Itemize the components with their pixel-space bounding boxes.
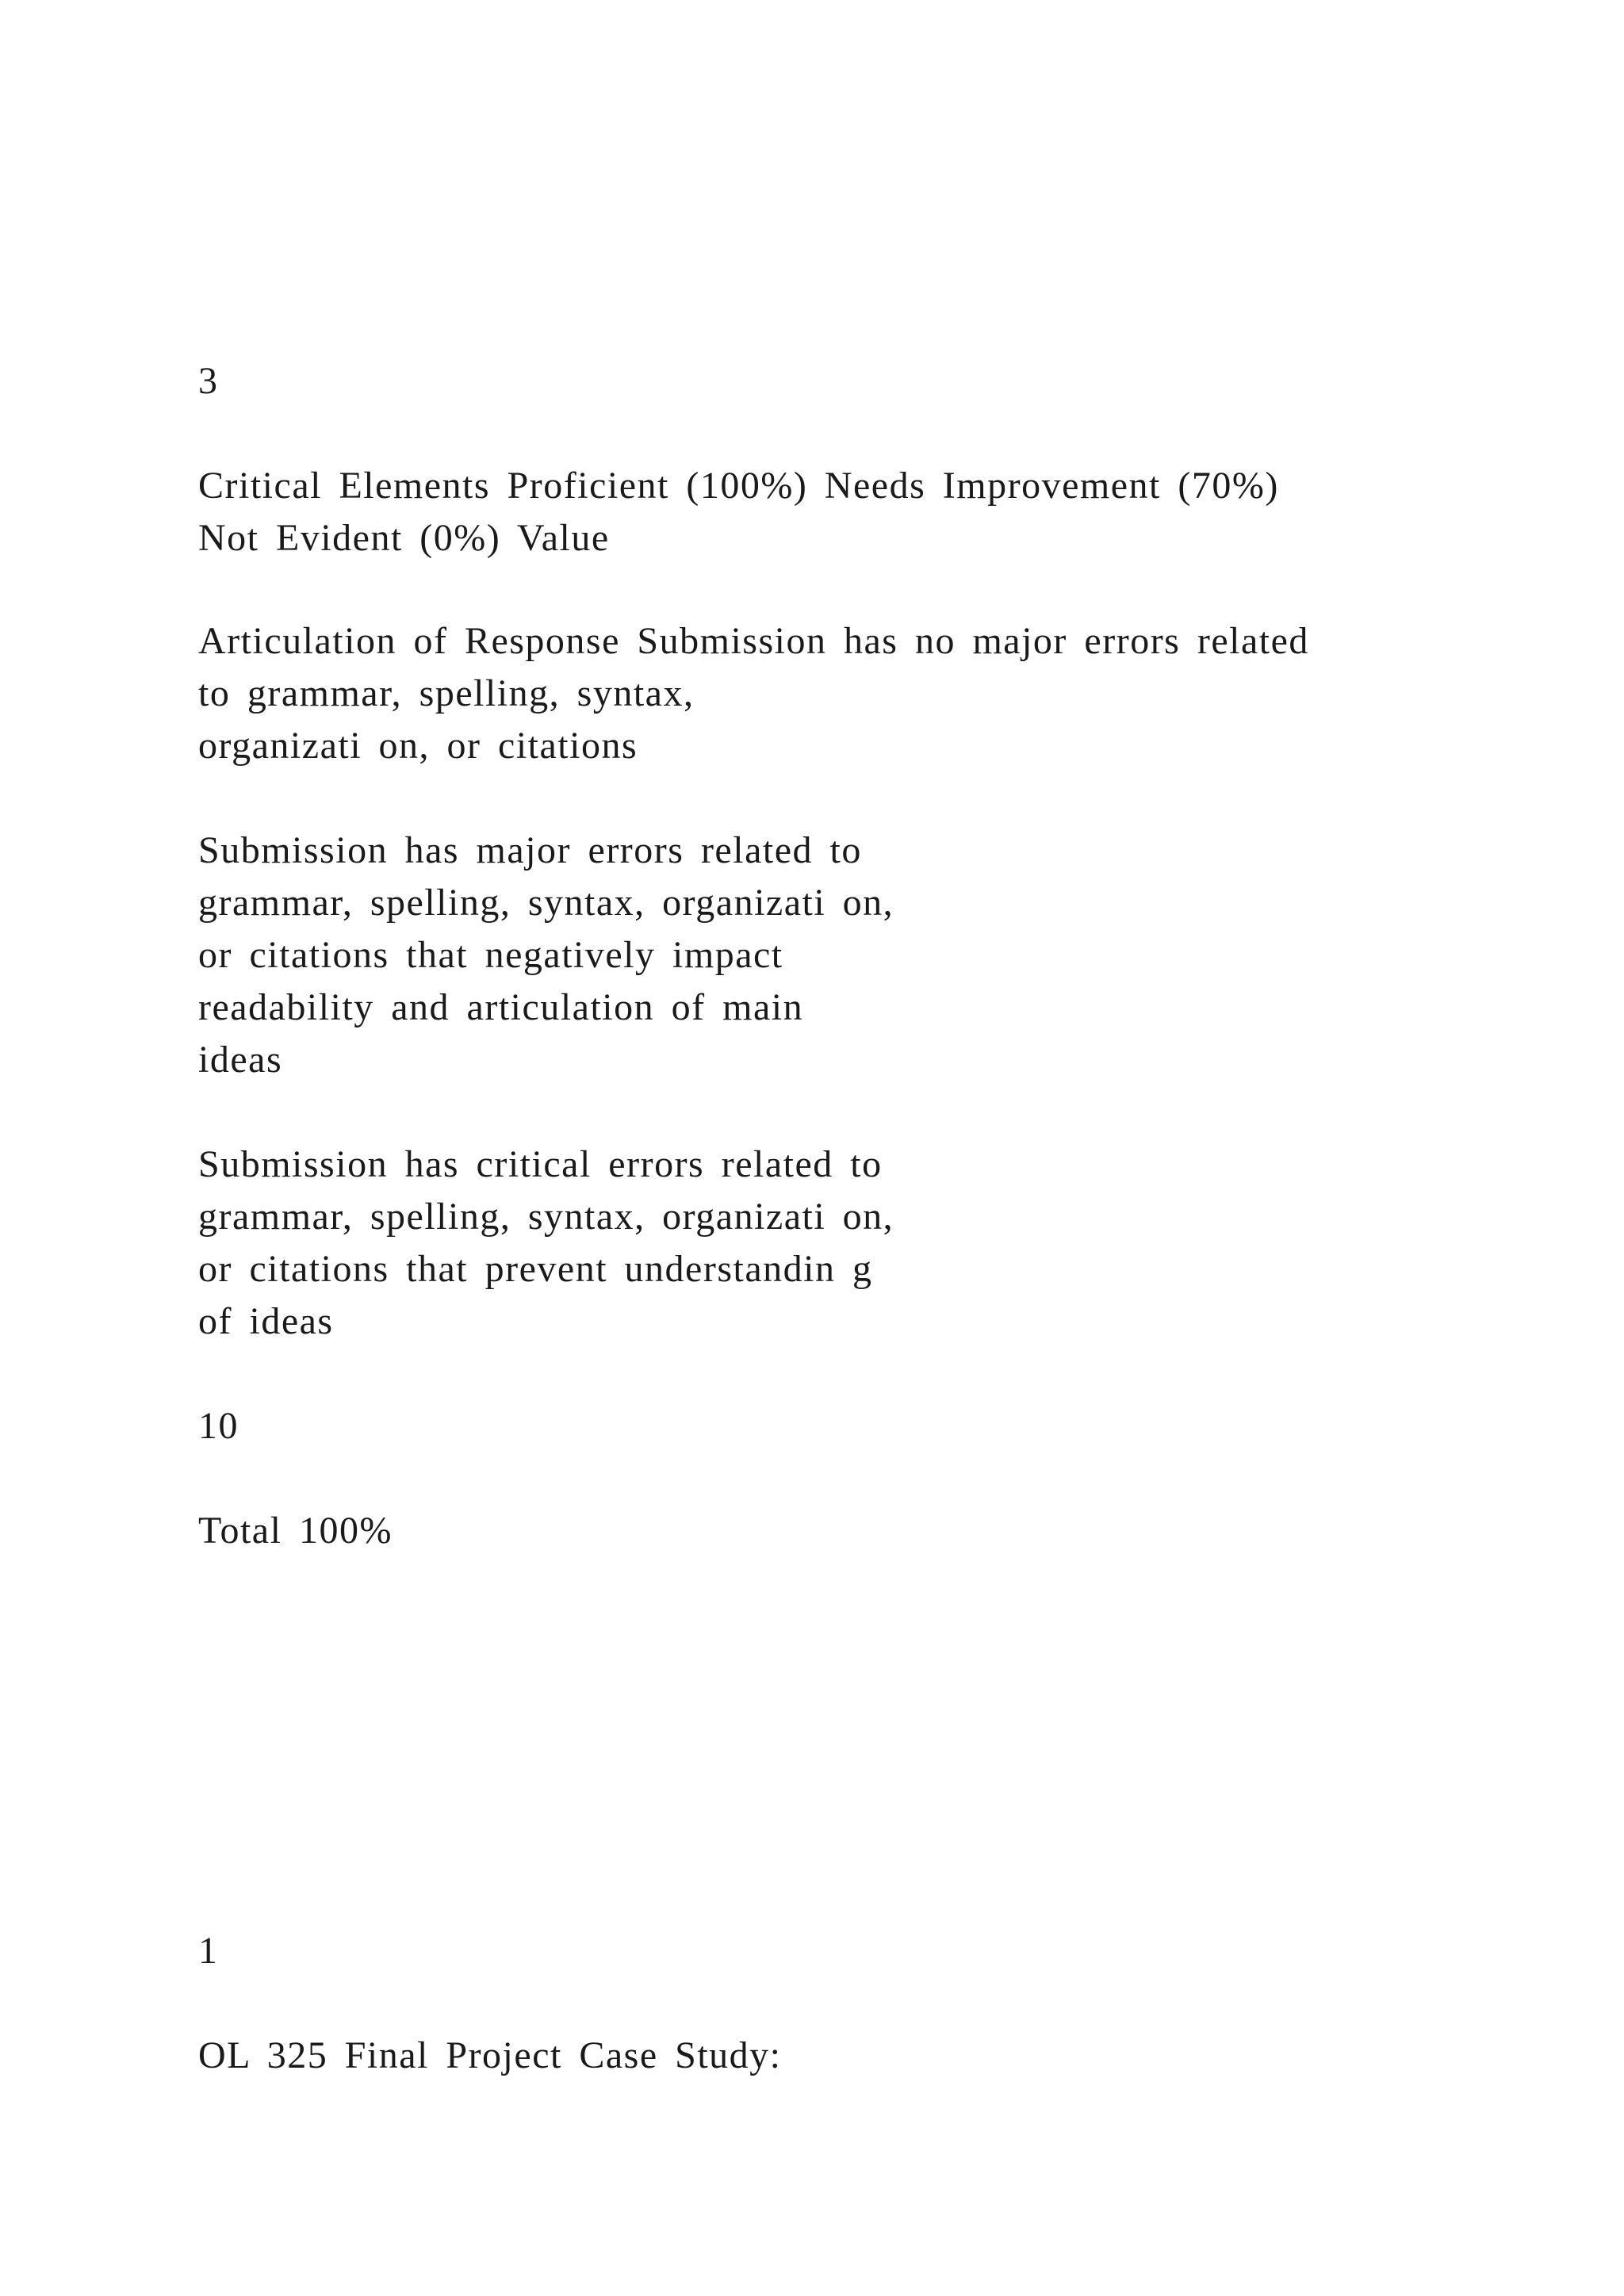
text-line: Articulation of Response Submission has no major errors related	[198, 620, 1309, 662]
text-line: Submission has major errors related to	[198, 829, 862, 871]
articulation-criterion	[198, 615, 1309, 772]
text-line: or citations that prevent understandin g	[198, 1248, 873, 1290]
not-evident-description	[198, 1138, 894, 1348]
table-header-line: Critical Elements Proficient (100%) Needs Improvement (70%)	[198, 465, 1279, 507]
text-line: ideas	[198, 1039, 283, 1081]
text-line: of ideas	[198, 1300, 334, 1342]
next-section-title: OL 325 Final Project Case Study:	[198, 2034, 782, 2076]
text-line: readability and articulation of main	[198, 986, 804, 1028]
text-line: grammar, spelling, syntax, organizati on,	[198, 882, 894, 924]
table-header-line: Not Evident (0%) Value	[198, 517, 610, 559]
text-line: Submission has critical errors related to	[198, 1143, 883, 1185]
table-header	[198, 460, 1279, 564]
text-line: or citations that negatively impact	[198, 934, 783, 976]
text-line: grammar, spelling, syntax, organizati on,	[198, 1196, 894, 1238]
text-line: to grammar, spelling, syntax,	[198, 672, 695, 714]
total-row: Total 100%	[198, 1510, 393, 1552]
text-line: organizati on, or citations	[198, 725, 638, 767]
needs-improvement-description	[198, 825, 894, 1086]
page-number-top: 3	[198, 360, 219, 402]
criterion-value: 10	[198, 1405, 239, 1447]
page-number-bottom: 1	[198, 1930, 219, 1972]
